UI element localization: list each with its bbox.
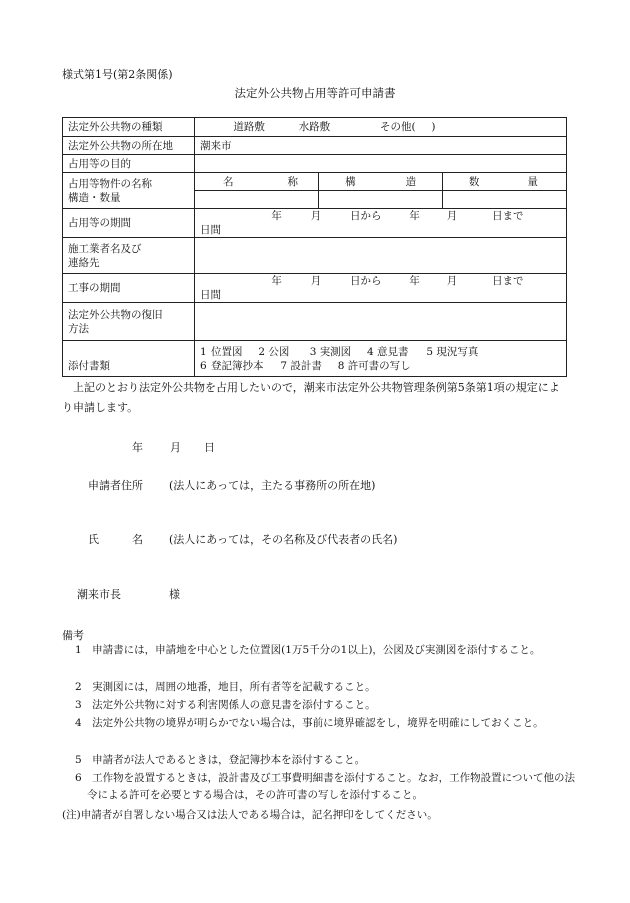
name-cell (195, 191, 319, 209)
attachments-label: 添付書類 (63, 341, 195, 377)
honorific: 様 (169, 588, 180, 601)
construction-period: 年 月 日から 年 月 日まで 日間 (195, 274, 567, 303)
contractor-label: 施工業者名及び 連絡先 (63, 238, 195, 274)
note-item-5: 5 申請者が法人であるときは，登記簿抄本を添付すること。 (75, 754, 366, 766)
mayor-addressee: 潮来市長 (77, 588, 121, 601)
note-item-4: 4 法定外公共物の境界が明らかでない場合は，事前に境界確認をし，境界を明確にしておくこと。 (75, 717, 544, 729)
type-option-other: その他( (380, 121, 416, 133)
note-item-3: 3 法定外公共物に対する利害関係人の意見書を添付すること。 (75, 699, 376, 711)
application-statement: 上記のとおり法定外公共物を占用したいので，潮来市法定外公共物管理条例第5条第1項の規定により申請します。 (62, 381, 560, 414)
location-value: 潮来市 (195, 137, 567, 155)
type-options (195, 118, 567, 137)
quantity-header: 数 量 (442, 173, 566, 191)
construction-period-label: 工事の期間 (63, 274, 195, 303)
restoration-label: 法定外公共物の復旧 方法 (63, 303, 195, 341)
type-option-waterway: 水路敷 (298, 121, 331, 133)
object-grid (195, 173, 567, 209)
type-option-road: 道路敷 (233, 121, 265, 133)
occupancy-period-label: 占用等の期間 (63, 209, 195, 238)
purpose-value (195, 155, 567, 173)
note-item-2: 2 実測図には，周囲の地番，地目，所有者等を記載すること。 (75, 681, 376, 693)
signature-footnote: (注)申請者が自署しない場合又は法人である場合は，記名押印をしてください。 (62, 809, 438, 821)
structure-cell (319, 191, 443, 209)
name-header: 名 称 (195, 173, 319, 191)
applicant-address-note: (法人にあっては，主たる事務所の所在地) (169, 479, 376, 492)
applicant-name-label-2: 名 (132, 533, 143, 546)
purpose-label: 占用等の目的 (63, 155, 195, 173)
restoration-value (195, 303, 567, 341)
form-number: 様式第1号(第2条関係) (62, 68, 173, 81)
attachments-list: 1 位置図 2 公図 3 実測図 4 意見書 5 現況写真 6 登記簿抄本 7 設計書 8 許可書の写し (195, 341, 567, 377)
structure-header: 構 造 (319, 173, 443, 191)
date-line: 年 月 日 (132, 441, 215, 454)
notes-title: 備考 (62, 629, 84, 642)
contractor-value (195, 238, 567, 274)
type-option-other-close: ) (431, 121, 436, 133)
applicant-name-label-1: 氏 (88, 533, 99, 546)
occupancy-period: 年 月 日から 年 月 日まで 日間 (195, 209, 567, 238)
note-item-1: 1 申請書には，申請地を中心とした位置図(1万5千分の1以上)，公図及び実測図を添付すること。 (75, 644, 541, 656)
location-label: 法定外公共物の所在地 (63, 137, 195, 155)
type-label: 法定外公共物の種類 (63, 118, 195, 137)
object-label: 占用等物件の名称 構造・数量 (63, 173, 195, 209)
form-title: 法定外公共物占用等許可申請書 (234, 86, 396, 100)
note-item-6: 6 工作物を設置するときは，設計書及び工事費明細書を添付すること。なお，工作物設置について他の法令による許可を必要とする場合は，その許可書の写しを添付すること。 (75, 772, 575, 801)
application-table (62, 117, 567, 377)
applicant-address-label: 申請者住所 (88, 479, 143, 492)
applicant-name-note: (法人にあっては，その名称及び代表者の氏名) (169, 533, 398, 546)
quantity-cell (442, 191, 566, 209)
